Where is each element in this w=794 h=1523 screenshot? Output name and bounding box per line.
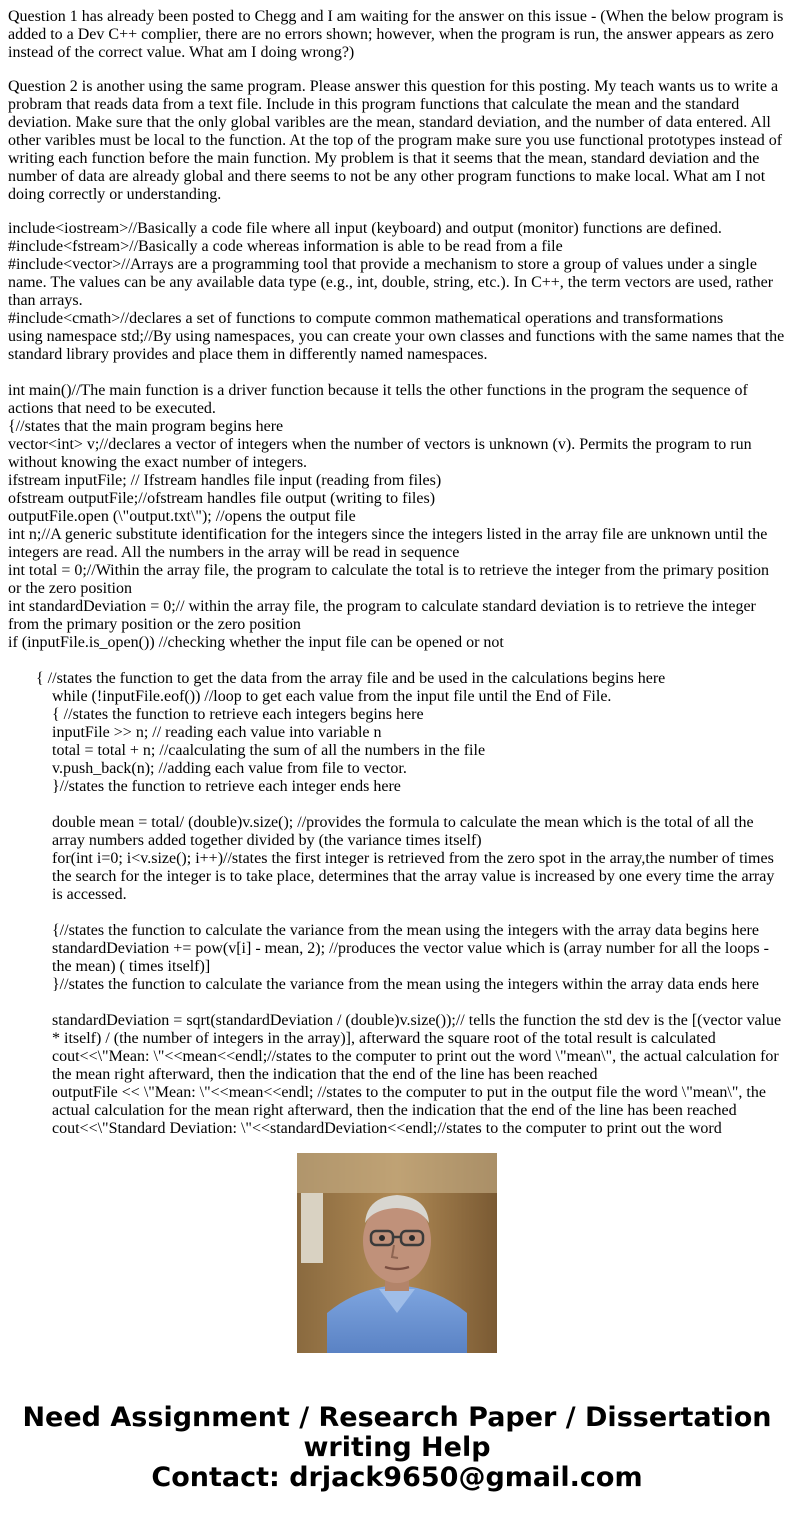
- code-line: total = total + n; //caalculating the sum of all the numbers in the file: [52, 742, 486, 759]
- code-line: using namespace std;//By using namespaces, you can create your own classes and functions with the same names that the standard library provides and place them in differently named namespaces.: [8, 328, 785, 363]
- code-line: {//states the function to calculate the variance from the mean using the integers with the array data begins here: [52, 922, 759, 939]
- blank-line: [8, 796, 786, 814]
- code-line: double mean = total/ (double)v.size(); //provides the formula to calculate the mean which is the total of all the array numbers added together divided by (the variance times itself): [52, 814, 754, 849]
- question-paragraph-1: Question 1 has already been posted to Chegg and I am waiting for the answer on this issue - (When the below program is added to a Dev C++ complier, there are no errors shown; however, when the program is run, the answer appears as zero instead of the correct value. What am I doing wrong?): [8, 8, 784, 61]
- blank-line: [8, 994, 786, 1012]
- code-line: int n;//A generic substitute identification for the integers since the integers listed in the array file are unknown until the integers are read. All the numbers in the array will be read in sequence: [8, 526, 768, 561]
- code-line: cout<<\"Standard Deviation: \"<<standardDeviation<<endl;//states to the computer to print out the word: [52, 1120, 722, 1137]
- contact-banner: [0, 1403, 794, 1493]
- code-line: include<iostream>//Basically a code file where all input (keyboard) and output (monitor) functions are defined.: [8, 220, 722, 237]
- code-line: #include<vector>//Arrays are a programming tool that provide a mechanism to store a group of values under a single name. The values can be any available data type (e.g., int, double, string, etc.). In C++, the term vectors are used, rather than arrays.: [8, 256, 774, 309]
- author-portrait-image: [297, 1153, 497, 1353]
- code-line: { //states the function to get the data from the array file and be used in the calculations begins here: [36, 670, 666, 687]
- code-line: ofstream outputFile;//ofstream handles file output (writing to files): [8, 490, 436, 507]
- code-line: int main()//The main function is a driver function because it tells the other functions in the program the sequence of actions that need to be executed.: [8, 382, 748, 417]
- code-line: #include<cmath>//declares a set of functions to compute common mathematical operations and transformations: [8, 310, 724, 327]
- code-read-loop: [8, 670, 786, 904]
- code-line: if (inputFile.is_open()) //checking whether the input file can be opened or not: [8, 634, 504, 651]
- code-line: {//states that the main program begins here: [8, 418, 284, 435]
- code-main: [8, 382, 786, 652]
- banner-line: writing Help: [303, 1432, 491, 1463]
- author-avatar: [297, 1153, 497, 1353]
- code-line: }//states the function to calculate the variance from the mean using the integers within the array data ends here: [52, 976, 759, 993]
- code-line: { //states the function to retrieve each integers begins here: [52, 706, 424, 723]
- code-line: while (!inputFile.eof()) //loop to get each value from the input file until the End of File.: [52, 688, 612, 705]
- question-document: [8, 0, 786, 1137]
- code-line: }//states the function to retrieve each integer ends here: [52, 778, 401, 795]
- code-line: #include<fstream>//Basically a code whereas information is able to be read from a file: [8, 238, 563, 255]
- question-paragraph-2: Question 2 is another using the same program. Please answer this question for this posting. My teach wants us to write a probram that reads data from a text file. Include in this program functions that calculate the mean and the standard deviation. Make sure that the only global varibles are the mean, standard deviation, and the number of data entered. All other varibles must be local to the function. At the top of the program make sure you use functional prototypes instead of writing each function before the main function. My problem is that it seems that the mean, standard deviation and the number of data are already global and there seems to not be any other program functions to make local. What am I not doing correctly or understanding.: [8, 78, 783, 203]
- code-line: vector<int> v;//declares a vector of integers when the number of vectors is unknown (v). Permits the program to run without knowing the exact number of integers.: [8, 436, 752, 471]
- banner-line: Need Assignment / Research Paper / Dissertation: [22, 1402, 772, 1433]
- code-line: inputFile >> n; // reading each value into variable n: [52, 724, 382, 741]
- code-line: standardDeviation = sqrt(standardDeviation / (double)v.size());// tells the function the std dev is the [(vector value * itself) / (the number of integers in the array)], afterward the square root of the total result is calculated: [52, 1012, 782, 1047]
- code-variance: [8, 922, 786, 1138]
- code-line: outputFile << \"Mean: \"<<mean<<endl; //states to the computer to put in the output file the word \"mean\", the actual calculation for the mean right afterward, then the indication that the end of the line has been reached: [52, 1084, 766, 1119]
- code-line: cout<<\"Mean: \"<<mean<<endl;//states to the computer to print out the word \"mean\", the actual calculation for the mean right afterward, then the indication that the end of the line has been reached: [52, 1048, 779, 1083]
- code-line: outputFile.open (\"output.txt\"); //opens the output file: [8, 508, 356, 525]
- code-line: int total = 0;//Within the array file, the program to calculate the total is to retrieve the integer from the primary position or the zero position: [8, 562, 770, 597]
- code-line: int standardDeviation = 0;// within the array file, the program to calculate standard deviation is to retrieve the integer from the primary position or the zero position: [8, 598, 756, 633]
- code-includes: [8, 220, 786, 364]
- code-line: ifstream inputFile; // Ifstream handles file input (reading from files): [8, 472, 442, 489]
- code-line: v.push_back(n); //adding each value from file to vector.: [52, 760, 407, 777]
- contact-email: Contact: drjack9650@gmail.com: [151, 1462, 643, 1493]
- code-line: standardDeviation += pow(v[i] - mean, 2); //produces the vector value which is (array number for all the loops - the mean) ( times itself)]: [52, 940, 769, 975]
- code-line: for(int i=0; i<v.size(); i++)//states the first integer is retrieved from the zero spot in the array,the number of times the search for the integer is to take place, determines that the array value is increased by one every time the array is accessed.: [52, 850, 775, 903]
